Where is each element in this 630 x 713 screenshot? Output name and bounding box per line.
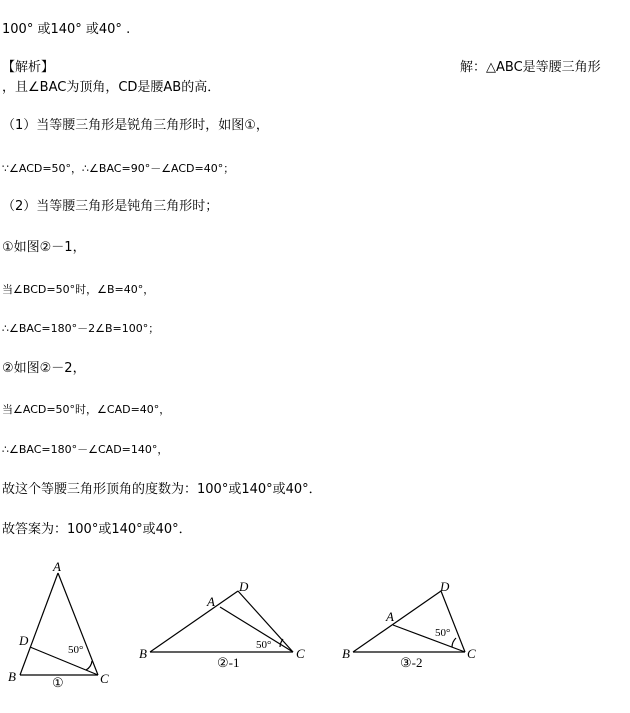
fig2-angle: 50° [256,639,272,651]
figure-obtuse-triangle-1 [135,575,315,680]
step-2b-condition: 当∠ACD=50°时，∠CAD=40°， [2,403,171,416]
fig3-label-d: D [440,579,450,594]
analysis-intro-cont: ，且∠BAC为顶角，CD是腰AB的高． [2,80,221,95]
fig1-angle: 50° [68,644,84,656]
fig1-label-a: A [53,559,61,574]
answer-line: 100° 或140° 或40° . [2,22,131,37]
fig3-caption: ③-2 [400,655,423,670]
analysis-tag: 【解析】 [2,60,55,75]
conclusion: 故这个等腰三角形顶角的度数为：100°或140°或40°． [2,482,322,497]
final-answer: 故答案为：100°或140°或40°． [2,522,192,537]
figure-acute-triangle [0,555,130,705]
fig2-label-a: A [207,594,215,609]
fig3-label-b: B [342,646,350,661]
analysis-intro: 解：△ABC是等腰三角形 [460,60,601,75]
fig3-label-c: C [467,646,476,661]
figure-obtuse-triangle-2 [338,575,488,680]
fig2-label-c: C [296,646,305,661]
fig1-label-b: B [8,669,16,684]
fig2-label-d: D [239,579,249,594]
fig1-caption: ① [52,675,64,690]
step-2a-result: ∴∠BAC=180°－2∠B=100°； [2,322,160,335]
fig2-label-b: B [139,646,147,661]
step-1-heading: （1）当等腰三角形是锐角三角形时，如图①， [2,118,269,133]
step-2-heading: （2）当等腰三角形是钝角三角形时； [2,199,219,214]
fig2-caption: ②-1 [217,655,240,670]
step-2b-result: ∴∠BAC=180°－∠CAD=140°， [2,443,169,456]
fig3-angle: 50° [435,627,451,639]
fig3-label-a: A [386,609,394,624]
step-2a-heading: ①如图②－1， [2,240,86,255]
step-2b-heading: ②如图②－2， [2,361,86,376]
step-1-calc: ∵∠ACD=50°，∴∠BAC=90°－∠ACD=40°； [2,162,235,175]
fig1-label-d: D [19,633,29,648]
fig1-label-c: C [100,671,109,686]
step-2a-condition: 当∠BCD=50°时，∠B=40°， [2,283,155,296]
